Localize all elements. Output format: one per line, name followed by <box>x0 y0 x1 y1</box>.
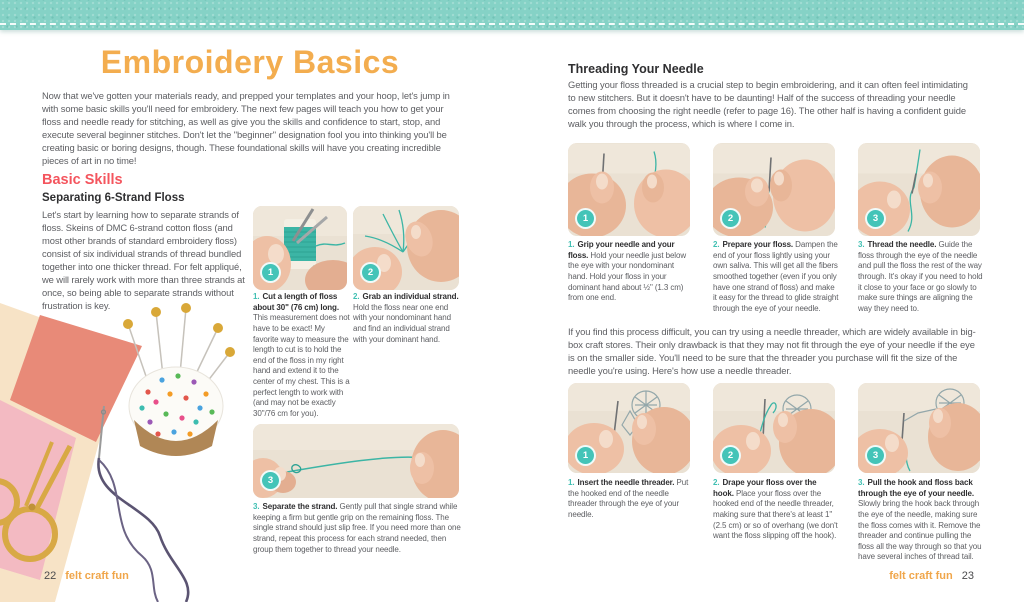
step-lead: Grip your needle and your floss. <box>568 240 675 260</box>
step-caption <box>713 240 839 314</box>
step-number: 2. <box>713 240 720 249</box>
step-caption <box>713 478 839 542</box>
step-caption <box>253 502 461 555</box>
subsection-heading: Separating 6-Strand Floss <box>42 192 185 204</box>
body-paragraph: Let's start by learning how to separate strands of floss. Skeins of DMC 6-strand cotton floss (and most other brands of standard embroidery floss) consist of six individual strands of thread bundled together into one thicker thread. For felt appliqué, we will rarely work with more than three strands at once, so being able to separate strands without frustration is key. <box>42 209 245 311</box>
book-brand: felt craft fun <box>65 570 129 582</box>
step-badge: 3 <box>260 470 281 491</box>
book-brand: felt craft fun <box>889 570 953 582</box>
step-photo-thread-needle <box>858 143 980 236</box>
step-number: 2. <box>353 292 360 301</box>
step-number: 1. <box>568 478 575 487</box>
page-title: Embroidery Basics <box>100 44 400 80</box>
step-badge: 1 <box>575 208 596 229</box>
step-badge: 2 <box>720 445 741 466</box>
step-lead: Pull the hook and floss back through the eye of your needle. <box>858 478 975 498</box>
step-badge: 1 <box>260 262 281 283</box>
step-number: 3. <box>858 478 865 487</box>
step-lead: Separate the strand. <box>262 502 338 511</box>
step-text: Place your floss over the hooked end of the needle threader, making sure that there's at least 1" (2.5 cm) or so of overhang (we don't want the floss slipping off the hook). <box>713 488 838 541</box>
step-number: 1. <box>253 292 260 301</box>
section-heading: Basic Skills <box>42 172 123 188</box>
stitch-line-decoration <box>0 23 1024 25</box>
intro-paragraph: Now that we've gotten your materials ready, and prepped your templates and your hoop, let's jump in with some basic skills you'll need for embroidery. The next few pages will teach you how to get your floss and needle ready for stitching, as well as give you the skills and confidence to start, stop, and execute several beginner stitches. Don't let the "beginner" designation fool you into thinking you'll be creating basic or boring designs, though. These foundational skills will have you creating incredible pieces of art in no time! <box>42 90 450 166</box>
step-lead: Thread the needle. <box>867 240 937 249</box>
step-lead: Drape your floss over the hook. <box>713 478 817 498</box>
step-badge: 1 <box>575 445 596 466</box>
step-caption <box>568 240 694 304</box>
threading-paragraph: Getting your floss threaded is a crucial step to begin embroidering, and it can often feel intimidating to new stitchers. But it doesn't have to be daunting! Half of the success of threading your needle comes from choosing the right needle (refer to page 16). The other half is having a confident guide walk you through the process, which is where I come in. <box>568 79 968 129</box>
step-photo-cut-floss <box>253 206 347 290</box>
step-text: Hold the floss near one end with your nondominant hand and find an individual strand with your dominant hand. <box>353 302 451 344</box>
step-caption <box>253 292 351 420</box>
threader-paragraph: If you find this process difficult, you can try using a needle threader, which are widely available in big-box craft stores. Their only drawback is that they may not fit through the eye of your needle if the eye is on the smaller side. You'll need to be sure that the threader you purchase will fit the size of the needle you're using. Here's how use a needle threader. <box>568 326 976 376</box>
step-text: Put the hooked end of the needle threader through the eye of your needle. <box>568 478 689 519</box>
step-caption <box>568 478 694 521</box>
step-text: Guide the floss through the eye of the needle and pull the floss the rest of the way through. It's okay if you need to hold it close to your face or go slowly to make sure things are aligning the way they need to. <box>858 240 983 313</box>
step-badge: 2 <box>720 208 741 229</box>
step-photo-separate-strand <box>253 424 459 498</box>
step-number: 3. <box>858 240 865 249</box>
step-lead: Grab an individual strand. <box>362 292 459 301</box>
page-number: 22 <box>44 570 57 582</box>
right-footer <box>889 570 974 582</box>
step-photo-insert-threader <box>568 383 690 473</box>
step-lead: Prepare your floss. <box>722 240 794 249</box>
step-lead: Insert the needle threader. <box>577 478 675 487</box>
step-photo-pull-hook <box>858 383 980 473</box>
step-text: Dampen the end of your floss lightly using your own saliva. This will get all the fibers smoothed together (even if you only have one strand of floss) and make it easy for the thread to glide straight through the eye of your needle. <box>713 240 839 313</box>
step-photo-drape-floss <box>713 383 835 473</box>
step-badge: 3 <box>865 208 886 229</box>
step-number: 2. <box>713 478 720 487</box>
step-badge: 2 <box>360 262 381 283</box>
step-text: Gently pull that single strand while keeping a firm but gentle grip on the remaining floss. The single strand should just slip free. If you need more than one strand, repeat this process for each strand needed, then group them together to thread your needle. <box>253 502 461 554</box>
step-number: 1. <box>568 240 575 249</box>
step-badge: 3 <box>865 445 886 466</box>
step-photo-grab-strand <box>353 206 459 290</box>
left-footer <box>44 570 129 582</box>
step-text: Slowly bring the hook back through the eye of the needle, making sure the floss comes with it. Remove the threader and continue pulling the floss all the way through so that you have several inches of thread tail. <box>858 499 982 562</box>
threading-heading: Threading Your Needle <box>568 62 704 76</box>
step-caption <box>858 240 984 314</box>
step-photo-grip-needle <box>568 143 690 236</box>
step-photo-prepare-floss <box>713 143 835 236</box>
photo-illustration <box>253 424 459 498</box>
step-text: This measurement does not have to be exact! My favorite way to measure the length to cut is to hold the end of the floss in my right hand and extend it to the center of my chest. This is a perfect length to work with (and may not be exactly 30"/76 cm for you). <box>253 313 350 418</box>
step-caption <box>353 292 459 345</box>
page-number: 23 <box>961 570 974 582</box>
step-lead: Cut a length of floss about 30" (76 cm) long. <box>253 292 339 312</box>
felt-banner <box>0 0 1024 30</box>
step-caption <box>858 478 984 563</box>
step-number: 3. <box>253 502 260 511</box>
pincushion-scissors-photo <box>0 288 252 602</box>
step-text: Hold your needle just below the eye with your nondominant hand. Hold your floss in your dominant hand about ½" (1.3 cm) from one end. <box>568 250 687 303</box>
